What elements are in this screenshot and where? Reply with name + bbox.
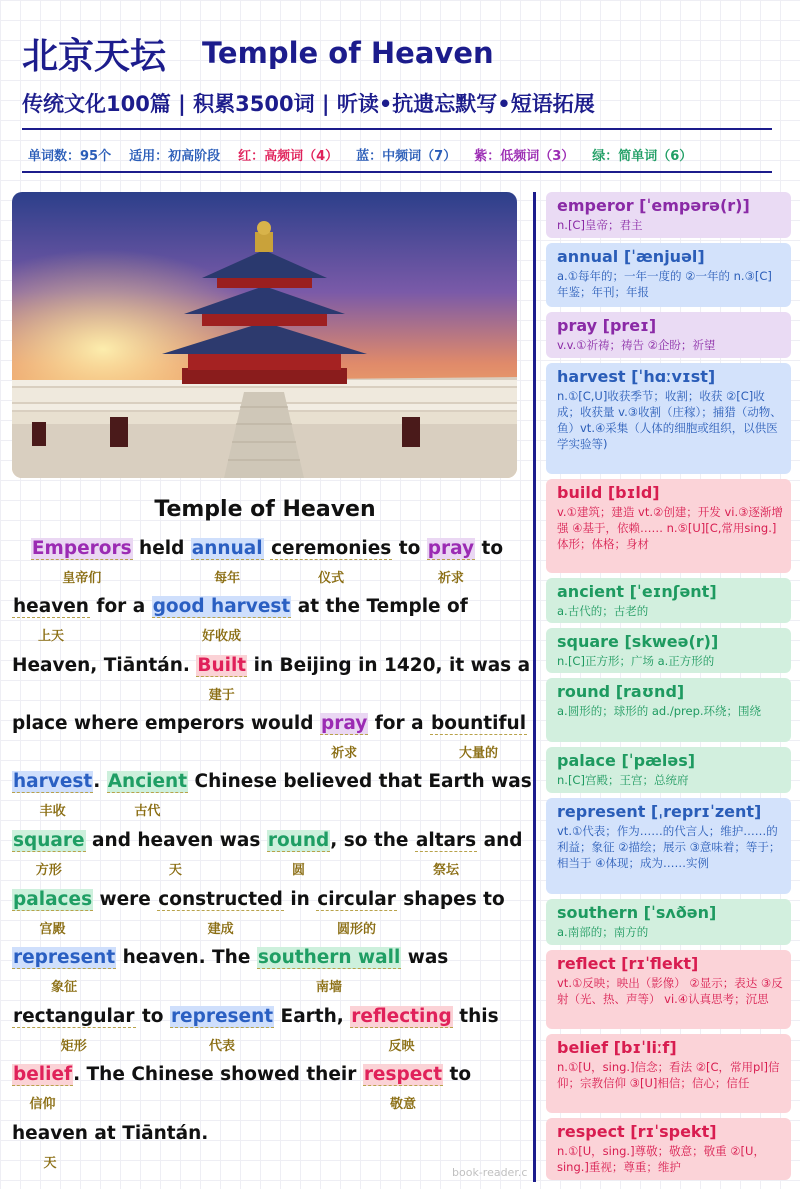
passage-text: for a <box>368 713 431 734</box>
vocab-word <box>270 538 392 586</box>
passage-line <box>12 538 522 586</box>
column-divider <box>533 192 536 1182</box>
passage-text: at the Temple of <box>291 596 468 617</box>
vocab-definition: n.[C]正方形；广场 a.正方形的 <box>557 654 715 668</box>
passage-line <box>12 596 522 644</box>
vocab-word <box>257 947 401 995</box>
passage-text: and <box>477 830 523 851</box>
vocab-headword: build [bɪld] <box>557 483 660 502</box>
word-translation: 敬意 <box>389 1097 416 1112</box>
stat-item: 蓝：中频词（7） <box>356 149 457 164</box>
word-translation: 建成 <box>207 922 234 937</box>
passage-text: shapes to <box>396 889 505 910</box>
vocab-word <box>427 538 475 586</box>
passage-text: Earth, <box>274 1006 351 1027</box>
passage-text: . <box>93 771 107 792</box>
vocab-headword: represent [ˌreprɪˈzent] <box>557 802 762 821</box>
vocab-headword: belief [bɪˈliːf] <box>557 1038 677 1057</box>
vocab-word <box>12 1064 73 1112</box>
word-text: rectangular <box>13 1006 135 1027</box>
passage-line <box>12 771 532 819</box>
word-translation: 上天 <box>37 629 64 644</box>
vocab-word <box>350 1006 453 1054</box>
word-text: reflecting <box>351 1006 452 1027</box>
vocab-card <box>546 628 791 673</box>
vocab-word <box>415 830 477 878</box>
word-text: harvest <box>13 771 93 792</box>
word-translation: 皇帝们 <box>62 571 102 586</box>
word-translation: 圆 <box>292 863 306 878</box>
passage-line <box>12 1064 522 1112</box>
word-text: respect <box>363 1064 443 1085</box>
word-text: Built <box>197 655 247 676</box>
vocab-definition: v.v.①祈祷；祷告 ②企盼；祈望 <box>557 338 716 352</box>
vocab-card <box>546 363 791 474</box>
word-translation: 古代 <box>134 804 161 819</box>
vocab-word <box>137 830 214 878</box>
passage-text: in Beijing in 1420, it was a <box>247 655 531 676</box>
word-text: pray <box>427 538 475 559</box>
vocab-headword: harvest [ˈhɑːvɪst] <box>557 367 716 386</box>
passage-line <box>12 830 523 878</box>
word-text: represent <box>13 947 116 968</box>
vocab-card <box>546 899 791 945</box>
vocab-word <box>152 596 292 644</box>
word-text: heaven <box>137 830 214 851</box>
word-translation: 仪式 <box>318 571 345 586</box>
passage-text: Chinese believed that Earth was <box>188 771 532 792</box>
word-text: heaven <box>12 1123 88 1144</box>
word-translation: 祭坛 <box>433 863 460 878</box>
vocab-definition: n.①[U，sing.]信念；看法 ②[C，常用pl]信仰；宗教信仰 ③[U]相信；信心；信任 <box>557 1060 780 1090</box>
passage-text: was <box>401 947 449 968</box>
page-title-en: Temple of Heaven <box>202 36 494 70</box>
word-translation: 建于 <box>208 688 235 703</box>
passage-text: in <box>283 889 317 910</box>
word-text: Ancient <box>107 771 188 792</box>
word-translation: 天 <box>43 1156 57 1171</box>
word-text: belief <box>13 1064 73 1085</box>
vocab-word <box>430 713 527 761</box>
passage-title: Temple of Heaven <box>154 497 376 522</box>
vocab-headword: reflect [rɪˈflekt] <box>557 954 699 973</box>
vocab-headword: round [raʊnd] <box>557 682 685 701</box>
vocab-word <box>316 889 397 937</box>
passage-text: at Tiāntán. <box>87 1123 209 1144</box>
vocab-card <box>546 479 791 573</box>
vocab-word <box>191 538 264 586</box>
vocab-definition: a.圆形的；球形的 ad./prep.环绕；围绕 <box>557 704 762 718</box>
word-translation: 反映 <box>388 1039 415 1054</box>
word-text: bountiful <box>431 713 527 734</box>
passage-text: to <box>135 1006 170 1027</box>
vocab-definition: v.①建筑；建造 vt.②创建；开发 vi.③逐渐增强 ④基于，依赖…… n.⑤[U][C,常用sing.]体形；体格；身材 <box>557 505 783 551</box>
stat-item: 紫：低频词（3） <box>474 149 575 164</box>
vocab-definition: a.①每年的；一年一度的 ②一年的 n.③[C]年鉴；年刊；年报 <box>557 269 772 299</box>
word-text: heaven <box>13 596 89 617</box>
vocab-word <box>107 771 188 819</box>
vocab-word <box>12 889 93 937</box>
word-text: good harvest <box>152 596 291 617</box>
divider-bottom <box>22 171 772 173</box>
passage-text: were <box>93 889 158 910</box>
vocab-definition: n.①[C,U]收获季节；收割；收获 ②[C]收成；收获量 v.③收割（庄稼）；捕猎（动物、鱼）vt.④采集（人体的细胞或组织，以供医学实验等) <box>557 389 782 451</box>
vocab-definition: n.[C]皇帝；君主 <box>557 218 643 232</box>
vocab-definition: a.南部的；南方的 <box>557 925 649 939</box>
word-translation: 方形 <box>35 863 62 878</box>
word-translation: 矩形 <box>60 1039 87 1054</box>
vocab-word <box>196 655 247 703</box>
stats-bar <box>28 145 710 164</box>
passage-line <box>12 713 527 761</box>
vocab-word <box>12 947 116 995</box>
passage-line <box>12 1123 522 1171</box>
stat-item: 单词数：95个 <box>28 149 112 164</box>
stat-item: 红：高频词（4） <box>238 149 339 164</box>
passage-text: was <box>213 830 267 851</box>
vocab-word <box>363 1064 443 1112</box>
passage-text: , so the <box>330 830 415 851</box>
stat-item: 绿：简单词（6） <box>592 149 693 164</box>
word-translation: 南墙 <box>316 980 343 995</box>
word-translation: 祈求 <box>331 746 358 761</box>
vocab-definition: n.①[U，sing.]尊敬；敬意；敬重 ②[U，sing.]重视；尊重；维护 <box>557 1144 765 1174</box>
vocab-card <box>546 192 791 238</box>
passage-text: held <box>132 538 191 559</box>
word-text: palaces <box>13 889 93 910</box>
vocab-card <box>546 578 791 623</box>
passage-text: place where emperors would <box>12 713 320 734</box>
word-text: ceremonies <box>271 538 392 559</box>
word-text: pray <box>320 713 368 734</box>
word-text: altars <box>415 830 477 851</box>
vocab-word <box>12 830 86 878</box>
vocab-headword: palace [ˈpæləs] <box>557 751 696 770</box>
word-translation: 丰收 <box>39 804 66 819</box>
temple-photo <box>12 192 517 478</box>
vocab-headword: pray [preɪ] <box>557 316 657 335</box>
word-text: Emperors <box>31 538 132 559</box>
vocab-word <box>12 1123 88 1171</box>
vocab-card <box>546 312 791 358</box>
passage-line <box>12 1006 522 1054</box>
word-text: round <box>267 830 330 851</box>
vocab-card <box>546 1034 791 1113</box>
vocab-definition: a.古代的；古老的 <box>557 604 649 618</box>
divider-top <box>22 128 772 130</box>
passage-text: to <box>443 1064 472 1085</box>
word-translation: 祈求 <box>437 571 464 586</box>
passage-text: this <box>452 1006 499 1027</box>
vocab-word <box>320 713 368 761</box>
word-translation: 宫殿 <box>39 922 66 937</box>
word-translation: 圆形的 <box>337 922 377 937</box>
vocab-word <box>170 1006 274 1054</box>
passage-line <box>12 655 531 703</box>
vocab-card <box>546 950 791 1029</box>
vocab-headword: square [skweə(r)] <box>557 632 719 651</box>
vocab-headword: respect [rɪˈspekt] <box>557 1122 717 1141</box>
vocab-headword: annual [ˈænjuəl] <box>557 247 705 266</box>
passage-line <box>12 947 522 995</box>
vocab-word <box>12 1006 136 1054</box>
vocab-headword: southern [ˈsʌðən] <box>557 903 717 922</box>
vocab-word <box>12 771 93 819</box>
passage-text: heaven. The <box>116 947 257 968</box>
page-title-cn: 北京天坛 <box>22 36 167 77</box>
watermark: book-reader.c <box>452 1166 528 1179</box>
vocab-word <box>12 596 90 644</box>
vocab-card <box>546 798 791 894</box>
vocab-card <box>546 678 791 742</box>
vocab-card <box>546 1118 791 1180</box>
word-text: represent <box>170 1006 274 1027</box>
word-translation: 代表 <box>209 1039 236 1054</box>
vocab-card <box>546 243 791 307</box>
word-text: square <box>13 830 85 851</box>
passage-text: for a <box>89 596 152 617</box>
vocab-definition: n.[C]宫殿；王宫；总统府 <box>557 773 689 787</box>
vocab-word <box>31 538 133 586</box>
vocab-headword: ancient [ˈeɪnʃənt] <box>557 582 717 601</box>
word-text: circular <box>317 889 396 910</box>
word-text: annual <box>191 538 263 559</box>
vocab-definition: vt.①反映；映出（影像） ②显示；表达 ③反射（光、热、声等） vi.④认真思考；沉思 <box>557 976 783 1006</box>
word-translation: 天 <box>168 863 182 878</box>
vocab-card <box>546 747 791 793</box>
page-subtitle: 传统文化100篇 | 积累3500词 | 听读•抗遗忘默写•短语拓展 <box>22 92 595 116</box>
vocab-word <box>267 830 330 878</box>
word-text: southern wall <box>257 947 401 968</box>
word-translation: 大量的 <box>459 746 499 761</box>
passage-text: to <box>392 538 427 559</box>
word-text: constructed <box>158 889 283 910</box>
passage-text: and <box>85 830 138 851</box>
vocab-word <box>157 889 284 937</box>
passage-text: . The Chinese showed their <box>73 1064 363 1085</box>
word-translation: 象征 <box>51 980 78 995</box>
vocab-headword: emperor [ˈempərə(r)] <box>557 196 750 215</box>
passage-line <box>12 889 522 937</box>
word-translation: 信仰 <box>29 1097 56 1112</box>
vocab-definition: vt.①代表；作为……的代言人；维护……的利益；象征 ②描绘；展示 ③意味着；等于；相当于 ④体现；成为……实例 <box>557 824 781 870</box>
passage-text: to <box>475 538 504 559</box>
word-translation: 每年 <box>214 571 241 586</box>
stat-item: 适用：初高阶段 <box>129 149 221 164</box>
passage-text: Heaven, Tiāntán. <box>12 655 197 676</box>
word-translation: 好收成 <box>201 629 241 644</box>
